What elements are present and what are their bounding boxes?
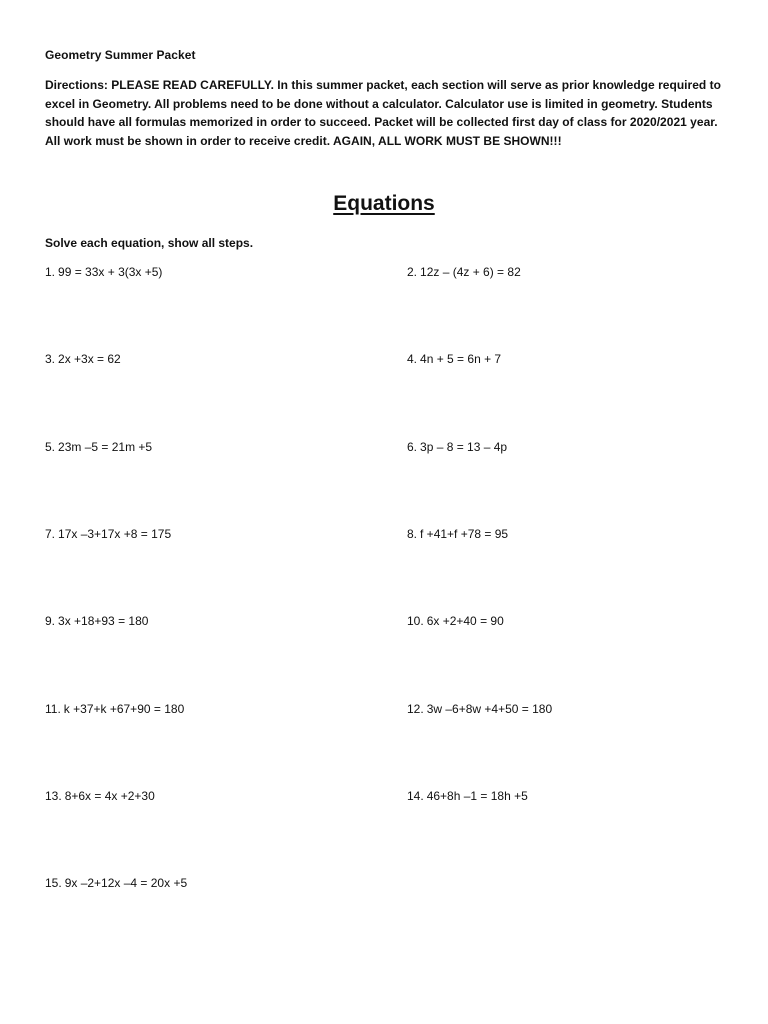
problem-number: 9. (45, 614, 56, 628)
problem-item (45, 440, 152, 454)
problem-equation: k +37+k +67+90 = 180 (63, 702, 185, 716)
problem-item (45, 265, 162, 279)
problem-equation: 17x –3+17x +8 = 175 (58, 527, 172, 541)
problem-equation: 3p – 8 = 13 – 4p (420, 440, 508, 454)
problem-equation: 23m –5 = 21m +5 (58, 440, 153, 454)
problem-number: 6. (407, 440, 418, 454)
problem-number: 8. (407, 527, 418, 541)
problem-equation: 9x –2+12x –4 = 20x +5 (64, 876, 188, 890)
problem-item (45, 352, 121, 366)
problem-item (45, 702, 184, 716)
problem-number: 11. (45, 702, 61, 716)
problem-number: 2. (407, 265, 418, 279)
problem-item (407, 527, 508, 541)
problem-number: 5. (45, 440, 56, 454)
problem-number: 12. (407, 702, 424, 716)
problem-equation: 3w –6+8w +4+50 = 180 (426, 702, 553, 716)
problem-number: 14. (407, 789, 424, 803)
problem-number: 4. (407, 352, 418, 366)
problem-equation: f +41+f +78 = 95 (420, 527, 509, 541)
problem-item (407, 789, 528, 803)
problem-item (407, 352, 501, 366)
section-heading: Equations (333, 192, 435, 215)
problem-number: 7. (45, 527, 56, 541)
section-instructions: Solve each equation, show all steps. (45, 236, 254, 250)
problem-item (407, 614, 504, 628)
problem-equation: 3x +18+93 = 180 (58, 614, 149, 628)
problem-item (45, 789, 155, 803)
problem-number: 3. (45, 352, 56, 366)
problem-equation: 2x +3x = 62 (58, 352, 121, 366)
problem-item (407, 265, 521, 279)
problem-equation: 6x +2+40 = 90 (426, 614, 504, 628)
packet-title: Geometry Summer Packet (45, 48, 196, 62)
problem-equation: 4n + 5 = 6n + 7 (420, 352, 502, 366)
problem-equation: 8+6x = 4x +2+30 (64, 789, 155, 803)
directions-paragraph: Directions: PLEASE READ CAREFULLY. In this summer packet, each section will serve as prior knowledge required to excel in Geometry. All problems need to be done without a calculator. Calculator use is limited in geometry. Students should have all formulas memorized in order to succeed. Packet will be collected first day of class for 2020/2021 year. All work must be shown in order to receive credit. AGAIN, ALL WORK MUST BE SHOWN!!! (45, 78, 721, 148)
problem-equation: 99 = 33x + 3(3x +5) (58, 265, 163, 279)
problem-number: 15. (45, 876, 62, 890)
problem-item (407, 440, 507, 454)
problem-item (45, 614, 148, 628)
problem-number: 1. (45, 265, 56, 279)
problem-item (45, 876, 187, 890)
problem-number: 10. (407, 614, 424, 628)
problem-item (407, 702, 552, 716)
problem-number: 13. (45, 789, 62, 803)
problem-equation: 46+8h –1 = 18h +5 (426, 789, 528, 803)
problem-item (45, 527, 171, 541)
problem-equation: 12z – (4z + 6) = 82 (420, 265, 521, 279)
